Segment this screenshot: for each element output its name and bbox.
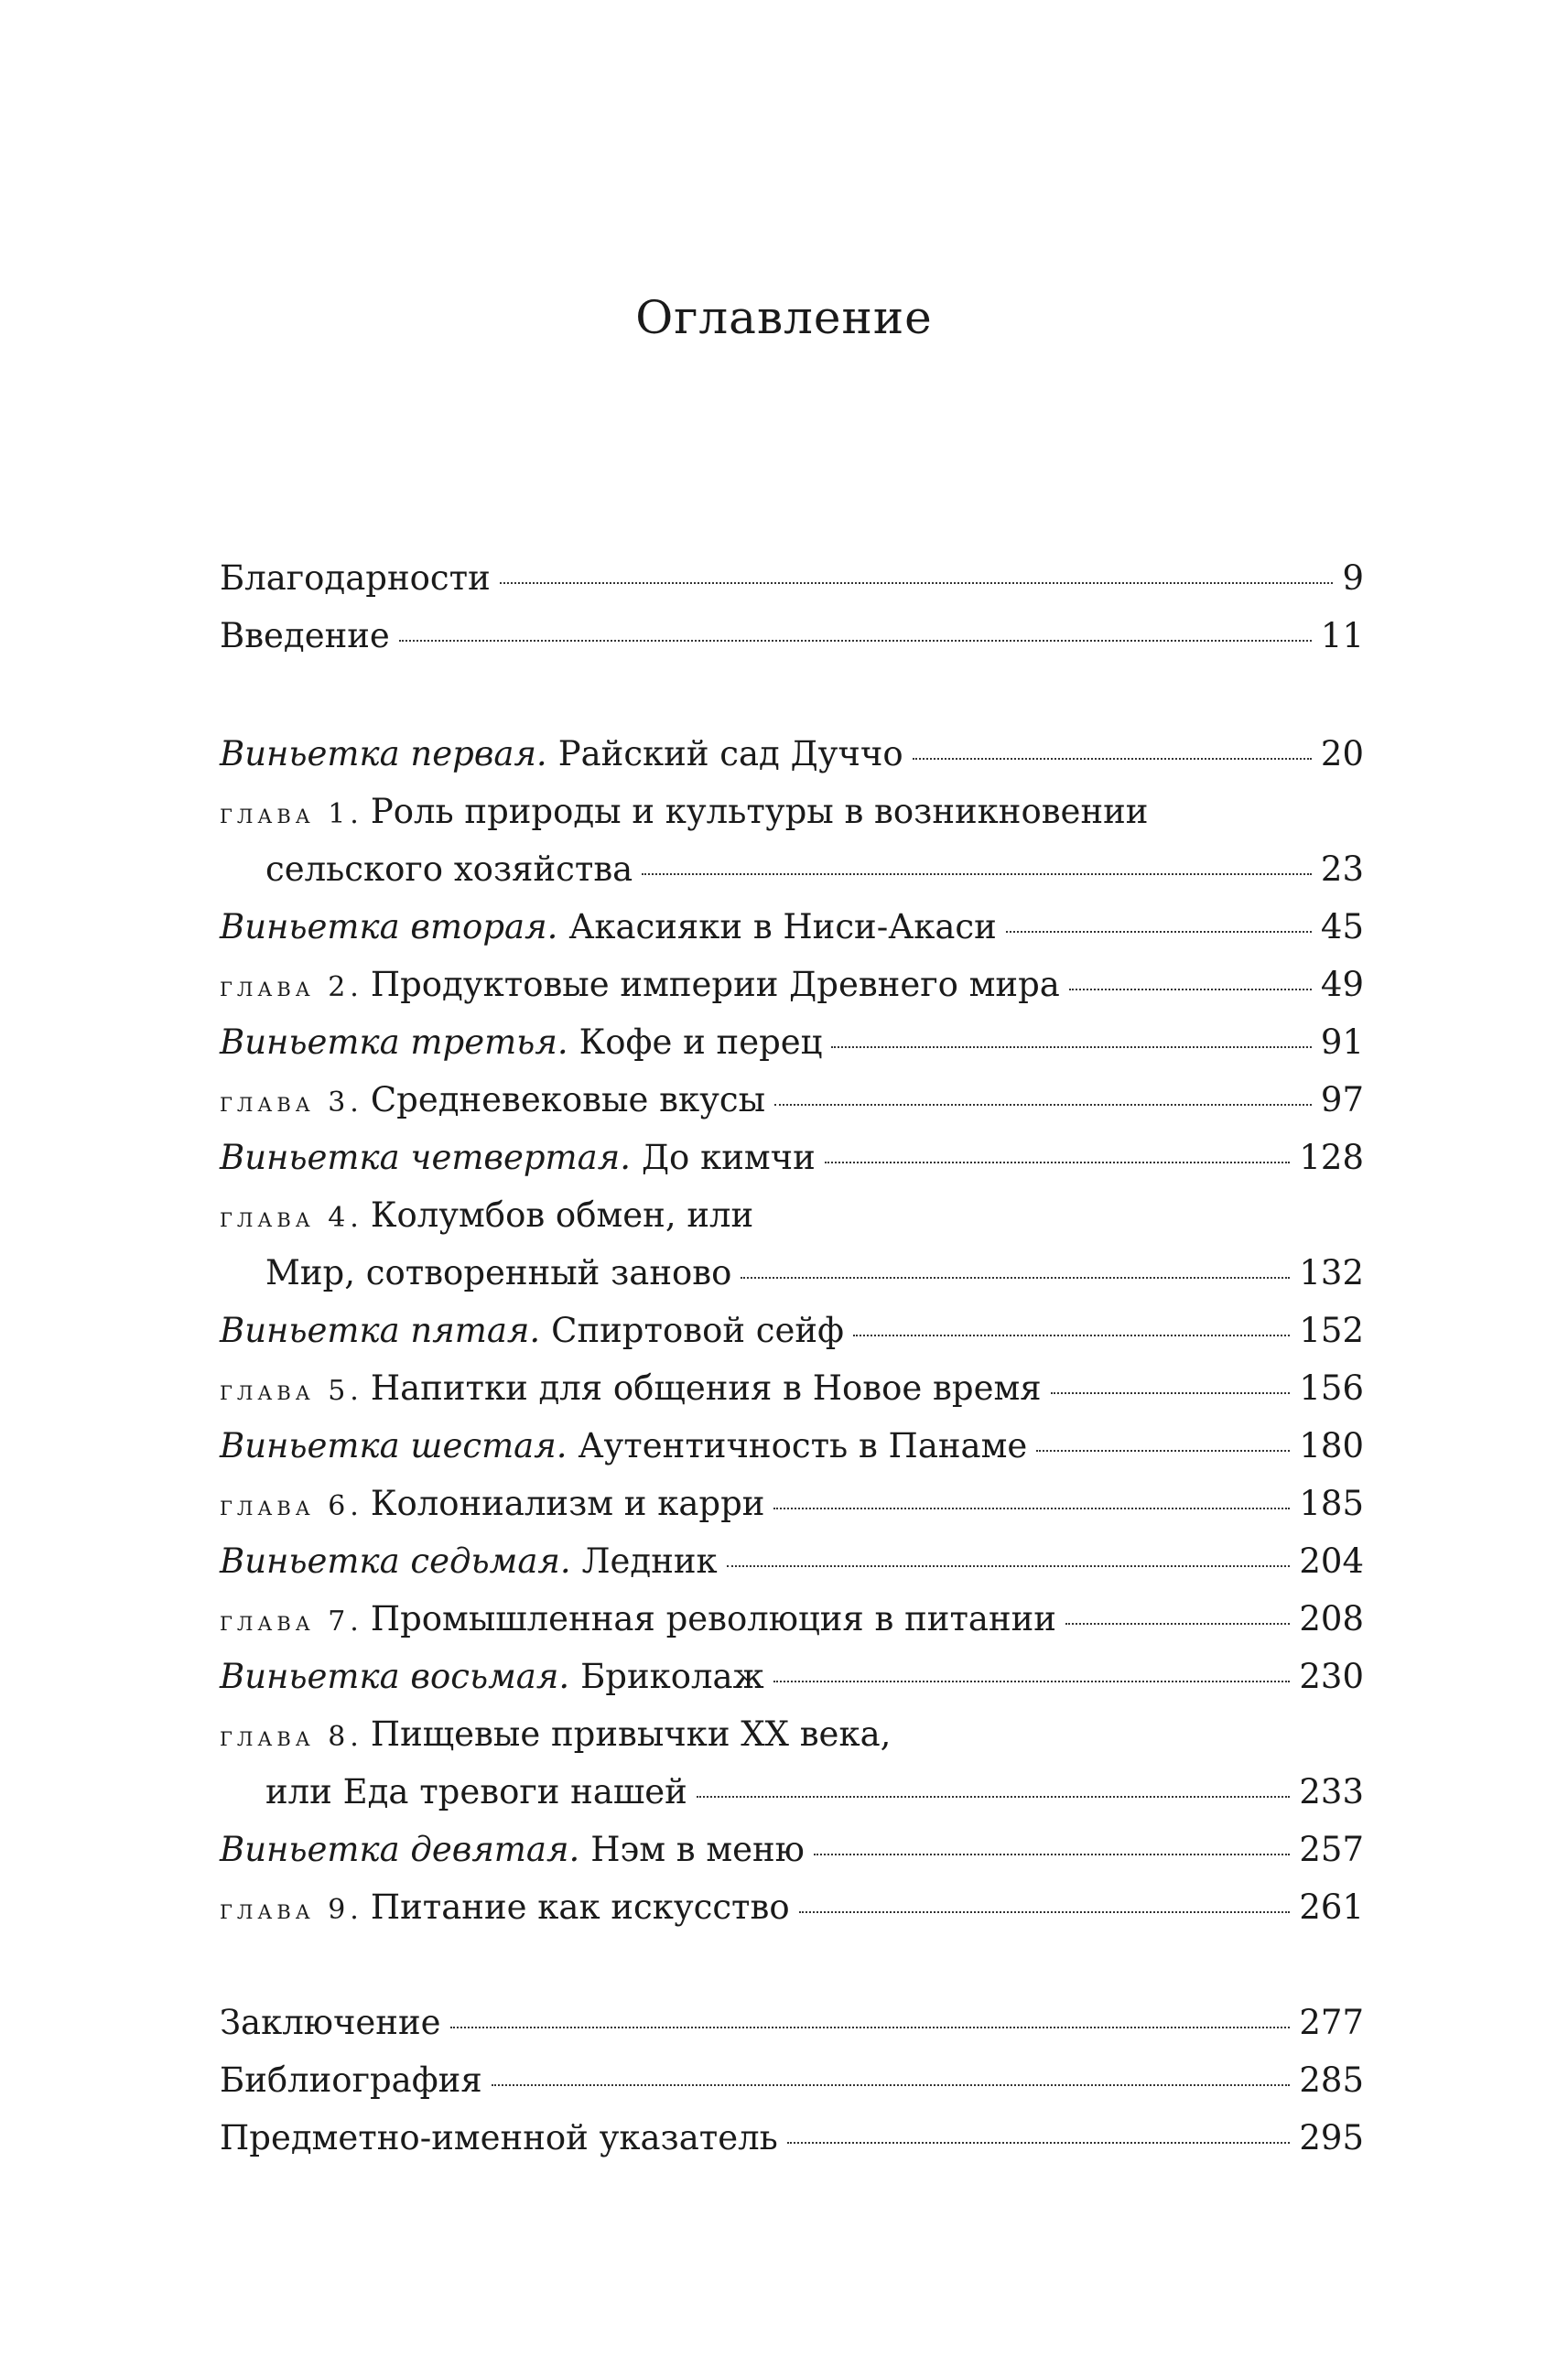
toc-entry (220, 1368, 1364, 1427)
toc-entry (220, 558, 1364, 617)
dot-leader (500, 582, 1334, 584)
toc-entry (220, 1484, 1364, 1542)
dot-leader (773, 1508, 1290, 1509)
vignette-label: Виньетка седьмая. (220, 1541, 571, 1581)
dot-leader (814, 1854, 1290, 1855)
entry-title: Продуктовые империи Древнего мира (370, 965, 1060, 1004)
page-number: 97 (1320, 1080, 1364, 1119)
page-number: 233 (1299, 1772, 1364, 1811)
entry-title: Акасияки в Ниси-Акаси (568, 907, 997, 946)
vignette-label: Виньетка вторая. (220, 907, 558, 946)
chapter-label: глава 9. (220, 1894, 363, 1926)
toc-entry (220, 792, 1364, 850)
dot-leader (787, 2142, 1291, 2144)
page-number: 156 (1299, 1368, 1364, 1408)
page-title: Оглавление (635, 291, 933, 344)
entry-title: Нэм в меню (590, 1830, 805, 1869)
dot-leader (1069, 989, 1312, 990)
toc-entry (220, 734, 1364, 793)
toc-entry-continuation (220, 849, 1364, 908)
entry-title: Промышленная революция в питании (370, 1599, 1056, 1638)
toc-entry (220, 1138, 1364, 1196)
entry-title: Бриколаж (580, 1657, 764, 1696)
page-number: 295 (1299, 2118, 1364, 2157)
entry-title: Ледник (581, 1541, 718, 1581)
page-number: 23 (1320, 849, 1364, 889)
toc-entry (220, 1657, 1364, 1715)
toc-entry (220, 2060, 1364, 2119)
chapter-label: глава 1. (220, 798, 363, 830)
page-number: 285 (1299, 2060, 1364, 2100)
toc-entry (220, 2003, 1364, 2061)
toc-entry (220, 616, 1364, 675)
toc-entry (220, 1195, 1364, 1254)
vignette-label: Виньетка девятая. (220, 1830, 580, 1869)
dot-leader (741, 1277, 1290, 1279)
dot-leader (450, 2027, 1291, 2028)
page-number: 128 (1299, 1138, 1364, 1177)
page-number: 132 (1299, 1253, 1364, 1292)
entry-title: Питание как искусство (370, 1887, 790, 1927)
dot-leader (774, 1104, 1312, 1106)
entry-title: Райский сад Дуччо (557, 734, 903, 773)
dot-leader (1036, 1450, 1290, 1452)
toc-entry-continuation (220, 1772, 1364, 1831)
chapter-label: глава 5. (220, 1375, 363, 1407)
entry-title: Заключение (220, 2003, 441, 2042)
entry-title: Кофе и перец (579, 1022, 823, 1062)
vignette-label: Виньетка пятая. (220, 1311, 541, 1350)
dot-leader (799, 1911, 1291, 1913)
page-number: 91 (1320, 1022, 1364, 1062)
entry-title: Мир, сотворенный заново (265, 1253, 732, 1292)
dot-leader (1065, 1623, 1290, 1625)
chapter-label: глава 8. (220, 1721, 363, 1753)
dot-leader (727, 1565, 1291, 1567)
page-number: 11 (1320, 616, 1364, 655)
entry-title: Пищевые привычки XX века, (370, 1714, 892, 1754)
entry-title: Колумбов обмен, или (370, 1195, 754, 1235)
dot-leader (492, 2084, 1291, 2086)
page-number: 49 (1320, 965, 1364, 1004)
dot-leader (1006, 931, 1312, 933)
page-number: 277 (1299, 2003, 1364, 2042)
vignette-label: Виньетка третья. (220, 1022, 568, 1062)
toc-entry (220, 965, 1364, 1023)
toc-entry (220, 1830, 1364, 1888)
entry-title: Аутентичность в Панаме (578, 1426, 1028, 1465)
dot-leader (697, 1796, 1291, 1798)
page-number: 185 (1299, 1484, 1364, 1523)
toc-entry (220, 1426, 1364, 1485)
page-number: 45 (1320, 907, 1364, 946)
entry-title: Введение (220, 616, 390, 655)
dot-leader (773, 1681, 1291, 1682)
dot-leader (831, 1046, 1311, 1048)
chapter-label: глава 7. (220, 1606, 363, 1638)
toc-entry (220, 1541, 1364, 1600)
entry-title: Напитки для общения в Новое время (370, 1368, 1042, 1408)
dot-leader (1051, 1392, 1291, 1394)
vignette-label: Виньетка восьмая. (220, 1657, 570, 1696)
entry-title: Роль природы и культуры в возникновении (370, 792, 1149, 831)
chapter-label: глава 2. (220, 971, 363, 1003)
toc-entry (220, 1311, 1364, 1369)
toc-entry (220, 907, 1364, 966)
page-number: 204 (1299, 1541, 1364, 1581)
page-number: 257 (1299, 1830, 1364, 1869)
entry-title: Спиртовой сейф (551, 1311, 845, 1350)
vignette-label: Виньетка четвертая. (220, 1138, 631, 1177)
toc-entry-continuation (220, 1253, 1364, 1312)
chapter-label: глава 3. (220, 1087, 363, 1119)
dot-leader (825, 1162, 1291, 1163)
entry-title: Благодарности (220, 558, 491, 598)
entry-title: сельского хозяйства (265, 849, 633, 889)
entry-title: До кимчи (641, 1138, 816, 1177)
toc-entry (220, 1599, 1364, 1658)
toc-entry (220, 1887, 1364, 1946)
page-number: 180 (1299, 1426, 1364, 1465)
toc-entry (220, 1714, 1364, 1773)
page-number: 9 (1342, 558, 1364, 598)
entry-title: Предметно-именной указатель (220, 2118, 778, 2157)
dot-leader (642, 873, 1312, 875)
page-number: 230 (1299, 1657, 1364, 1696)
entry-title: Средневековые вкусы (370, 1080, 766, 1119)
page-number: 20 (1320, 734, 1364, 773)
dot-leader (399, 640, 1312, 642)
toc-entry (220, 1080, 1364, 1139)
chapter-label: глава 6. (220, 1490, 363, 1522)
chapter-label: глава 4. (220, 1202, 363, 1234)
page-number: 261 (1299, 1887, 1364, 1927)
page-number: 152 (1299, 1311, 1364, 1350)
dot-leader (853, 1335, 1290, 1336)
page-number: 208 (1299, 1599, 1364, 1638)
vignette-label: Виньетка шестая. (220, 1426, 568, 1465)
toc-entry (220, 1022, 1364, 1081)
entry-title: Колониализм и карри (370, 1484, 765, 1523)
entry-title: или Еда тревоги нашей (265, 1772, 687, 1811)
entry-title: Библиография (220, 2060, 482, 2100)
vignette-label: Виньетка первая. (220, 734, 547, 773)
dot-leader (913, 758, 1312, 760)
toc-entry (220, 2118, 1364, 2177)
